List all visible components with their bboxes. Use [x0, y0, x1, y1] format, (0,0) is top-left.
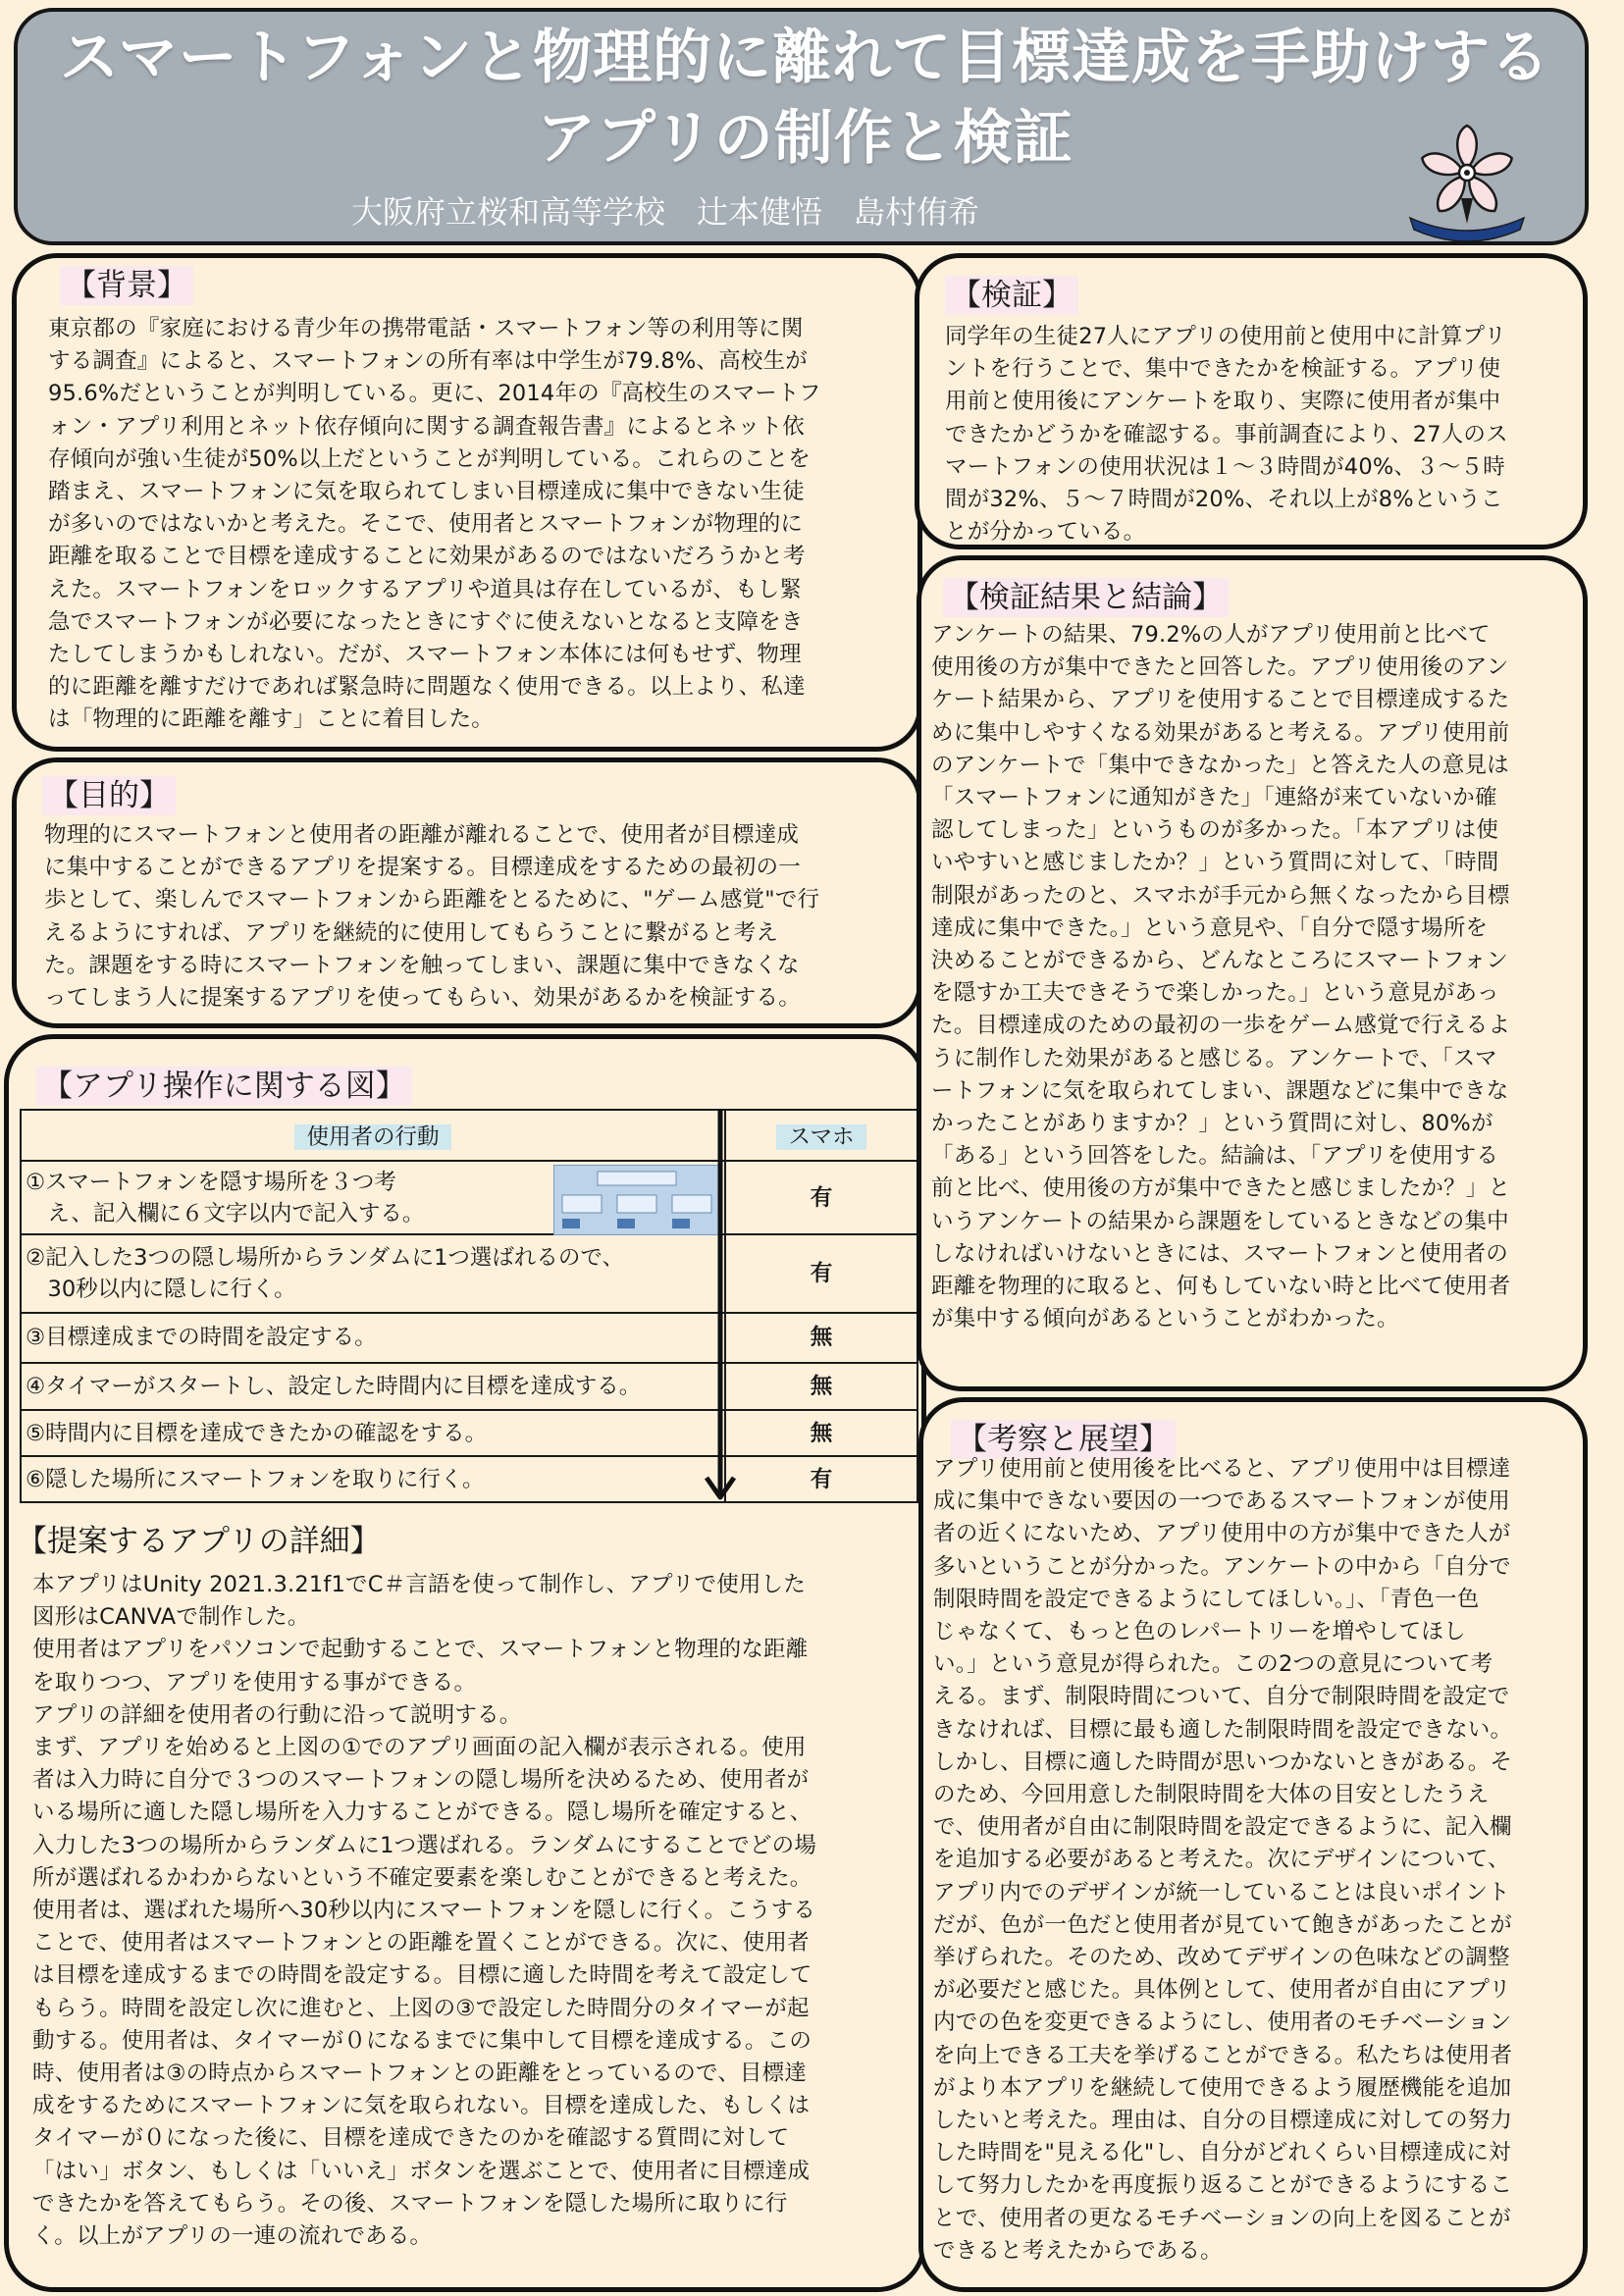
purpose-panel	[12, 757, 922, 1028]
step-3-phone: 無	[725, 1313, 917, 1363]
background-body: 東京都の『家庭における青少年の携帯電話・スマートフォン等の利用等に関 する調査』によると、スマートフォンの所有率は中学生が79.8%、高校生が 95.6%だということが判明している。更に、2014年の『高校生のスマートフ ォン・アプリ利用とネット依存傾向に関する調査報告書』によるとネット依 存傾向が強い生徒が50%以上だということが判明している。これらのことを 踏まえ、スマートフォンに気を取られてしまい目標達成に集中できない生徒 が多いのではないかと考えた。そこで、使用者とスマートフォンが物理的に 距離を取ることで目標を達成することに効果があるのではないだろうかと考 えた。スマートフォンをロックするアプリや道具は存在しているが、もし緊 急でスマートフォンが必要になったときにすぐに使えないとなると支障をき たしてしまうかもしれない。だが、スマートフォン本体には何もせず、物理 的に距離を離すだけであれば緊急時に問題なく使用できる。以上より、私達 は「物理的に距離を離す」ことに着目した。	[48, 316, 821, 733]
header-action-label: 使用者の行動	[294, 1124, 450, 1150]
table-row	[21, 1456, 917, 1502]
table-row	[21, 1313, 917, 1363]
poster-header	[14, 8, 1589, 245]
background-panel	[12, 253, 922, 752]
purpose-title: 【目的】	[42, 776, 176, 815]
purpose-body: 物理的にスマートフォンと使用者の距離が離れることで、使用者が目標達成 に集中することができるアプリを提案する。目標達成をするための最初の一 歩として、楽しんでスマートフォンから距離をとるために、"ゲーム感覚"で行 えるようにすれば、アプリを継続的に使用してもらうことに繋がると考え た。課題をする時にスマートフォンを触ってしまい、課題に集中できなくな ってしまう人に提案するアプリを使ってもらい、効果があるかを検証する。	[44, 822, 820, 1012]
header-phone	[725, 1110, 917, 1161]
step-5-phone: 無	[725, 1410, 917, 1456]
verification-body: 同学年の生徒27人にアプリの使用前と使用中に計算プリ ントを行うことで、集中できたかを検証する。アプリ使 用前と使用後にアンケートを取り、実際に使用者が集中 できたかどうかを確認する。事前調査により、27人のス マートフォンの使用状況は１～３時間が40%、３～５時 間が32%、５～７時間が20%、それ以上が8%というこ とが分かっている。	[945, 324, 1508, 546]
results-body: アンケートの結果、79.2%の人がアプリ使用前と比べて 使用後の方が集中できたと回答した。アプリ使用後のアン ケート結果から、アプリを使用することで目標達成するた めに集中しやすくなる効果があると考える。アプリ使用前 のアンケートで「集中できなかった」と答えた人の意見は 「スマートフォンに通知がきた」「連絡が来ていないか確 認してしまった」というものが多かった。「本アプリは使 いやすいと感じましたか？」という質問に対して、「時間 制限があったのと、スマホが手元から無くなったから目標 達成に集中できた。」という意見や、「自分で隠す場所を 決めることができるから、どんなところにスマートフォン を隠すか工夫できそうで楽しかった。」という意見があっ た。目標達成のための最初の一歩をゲーム感覚で行えるよ うに制作した効果があると感じる。アンケートで、「スマ ートフォンに気を取られてしまい、課題などに集中できな かったことがありますか？」という質問に対し、80%が 「ある」という回答をした。結論は、「アプリを使用する 前と比べ、使用後の方が集中できたと感じましたか？」と いうアンケートの結果から課題をしているときなどの集中 しなければいけないときには、スマートフォンと使用者の 距離を物理的に取ると、何もしていない時と比べて使用者 が集中する傾向があるということがわかった。	[931, 622, 1511, 1332]
background-title: 【背景】	[60, 266, 193, 305]
poster-authors: 大阪府立桜和高等学校 辻本健悟 島村侑希	[350, 193, 979, 231]
step-4-phone: 無	[725, 1363, 917, 1411]
title-line-1: スマートフォンと物理的に離れて目標達成を手助けする	[60, 24, 1550, 92]
step-5-action: ⑤時間内に目標を達成できたかの確認をする。	[21, 1410, 725, 1456]
figure-title: 【アプリ操作に関する図】	[36, 1067, 412, 1106]
table-row	[21, 1363, 917, 1411]
step-6-action: ⑥隠した場所にスマートフォンを取りに行く。	[21, 1456, 725, 1502]
step-1-phone: 有	[725, 1161, 917, 1234]
step-3-action: ③目標達成までの時間を設定する。	[21, 1313, 725, 1363]
app-screenshot-thumbnail	[553, 1165, 720, 1235]
poster-title	[47, 18, 1563, 179]
verification-panel	[915, 253, 1588, 549]
app-operation-table	[20, 1109, 918, 1503]
details-body: 本アプリはUnity 2021.3.21f1でC＃言語を使って制作し、アプリで使用した 図形はCANVAで制作した。 使用者はアプリをパソコンで起動することで、スマートフォンと物理的な距離 を取りつつ、アプリを使用する事ができる。 アプリの詳細を使用者の行動に沿って説明する。 まず、アプリを始めると上図の①でのアプリ画面の記入欄が表示される。使用 者は入力時に自分で３つのスマートフォンの隠し場所を決めるため、使用者が いる場所に適した隠し場所を入力することができる。隠し場所を確定すると、 入力した3つの場所からランダムに1つ選ばれる。ランダムにすることでどの場 所が選ばれるかわからないという不確定要素を楽しむことができると考えた。 使用者は、選ばれた場所へ30秒以内にスマートフォンを隠しに行く。こうする ことで、使用者はスマートフォンとの距離を置くことができる。次に、使用者 は目標を達成するまでの時間を設定する。目標に適した時間を考えて設定して もらう。時間を設定し次に進むと、上図の③で設定した時間分のタイマーが起 動する。使用者は、タイマーが０になるまでに集中して目標を達成する。この 時、使用者は③の時点からスマートフォンとの距離をとっているので、目標達 成をするためにスマートフォンに気を取られない。目標を達成した、もしくは タイマーが０になった後に、目標を達成できたのかを確認する質問に対して 「はい」ボタン、もしくは「いいえ」ボタンを選ぶことで、使用者に目標達成 できたかを答えてもらう。その後、スマートフォンを隠した場所に取りに行 く。以上がアプリの一連の流れである。	[32, 1572, 817, 2250]
flow-arrow-icon	[703, 1109, 738, 1505]
results-title: 【検証結果と結論】	[943, 578, 1229, 617]
step-1-action: ①スマートフォンを隠す場所を３つ考 え、記入欄に６文字以内で記入する。	[21, 1161, 725, 1234]
table-row	[21, 1234, 917, 1312]
verification-title: 【検証】	[945, 276, 1078, 315]
discussion-title: 【考察と展望】	[951, 1420, 1176, 1459]
details-title: 【提案するアプリの詳細】	[17, 1524, 381, 1559]
header-action	[21, 1110, 725, 1161]
header-phone-label: スマホ	[776, 1124, 865, 1150]
figure-table-wrap	[20, 1109, 917, 1503]
table-row	[21, 1161, 917, 1234]
step-2-action: ②記入した3つの隠し場所からランダムに1つ選ばれるので、 30秒以内に隠しに行く。	[21, 1234, 725, 1312]
step-2-phone: 有	[725, 1234, 917, 1312]
school-emblem-icon	[1404, 122, 1530, 241]
table-header-row	[21, 1110, 917, 1161]
title-line-2: アプリの制作と検証	[537, 104, 1074, 173]
results-panel	[917, 555, 1588, 1391]
step-6-phone: 有	[725, 1456, 917, 1502]
step-4-action: ④タイマーがスタートし、設定した時間内に目標を達成する。	[21, 1363, 725, 1411]
discussion-body: アプリ使用前と使用後を比べると、アプリ使用中は目標達 成に集中できない要因の一つであるスマートフォンが使用 者の近くにないため、アプリ使用中の方が集中できた人が 多いということが分かった。アンケートの中から「自分で 制限時間を設定できるようにしてほしい。」、「青色一色 じゃなくて、もっと色のレパートリーを増やしてほし い。」という意見が得られた。この2つの意見について考 える。まず、制限時間について、自分で制限時間を設定で きなければ、目標に最も適した制限時間を設定できない。 しかし、目標に適した時間が思いつかないときがある。そ のため、今回用意した制限時間を大体の目安としたうえ で、使用者が自由に制限時間を設定できるように、記入欄 を追加する必要があると考えた。次にデザインについて、 アプリ内でのデザインが統一していることは良いポイント だが、色が一色だと使用者が見ていて飽きがあったことが 挙げられた。そのため、改めてデザインの色味などの調整 が必要だと感じた。具体例として、使用者が自由にアプリ 内での色を変更できるようにし、使用者のモチベーション を向上できる工夫を挙げることができる。私たちは使用者 がより本アプリを継続して使用できるよう履歴機能を追加 したいと考えた。理由は、自分の目標達成に対しての努力 した時間を"見える化"し、自分がどれくらい目標達成に対 して努力したかを再度振り返ることができるようにするこ とで、使用者の更なるモチベーションの向上を図ることが できると考えたからである。	[933, 1456, 1513, 2264]
table-row	[21, 1410, 917, 1456]
discussion-panel	[918, 1397, 1588, 2292]
